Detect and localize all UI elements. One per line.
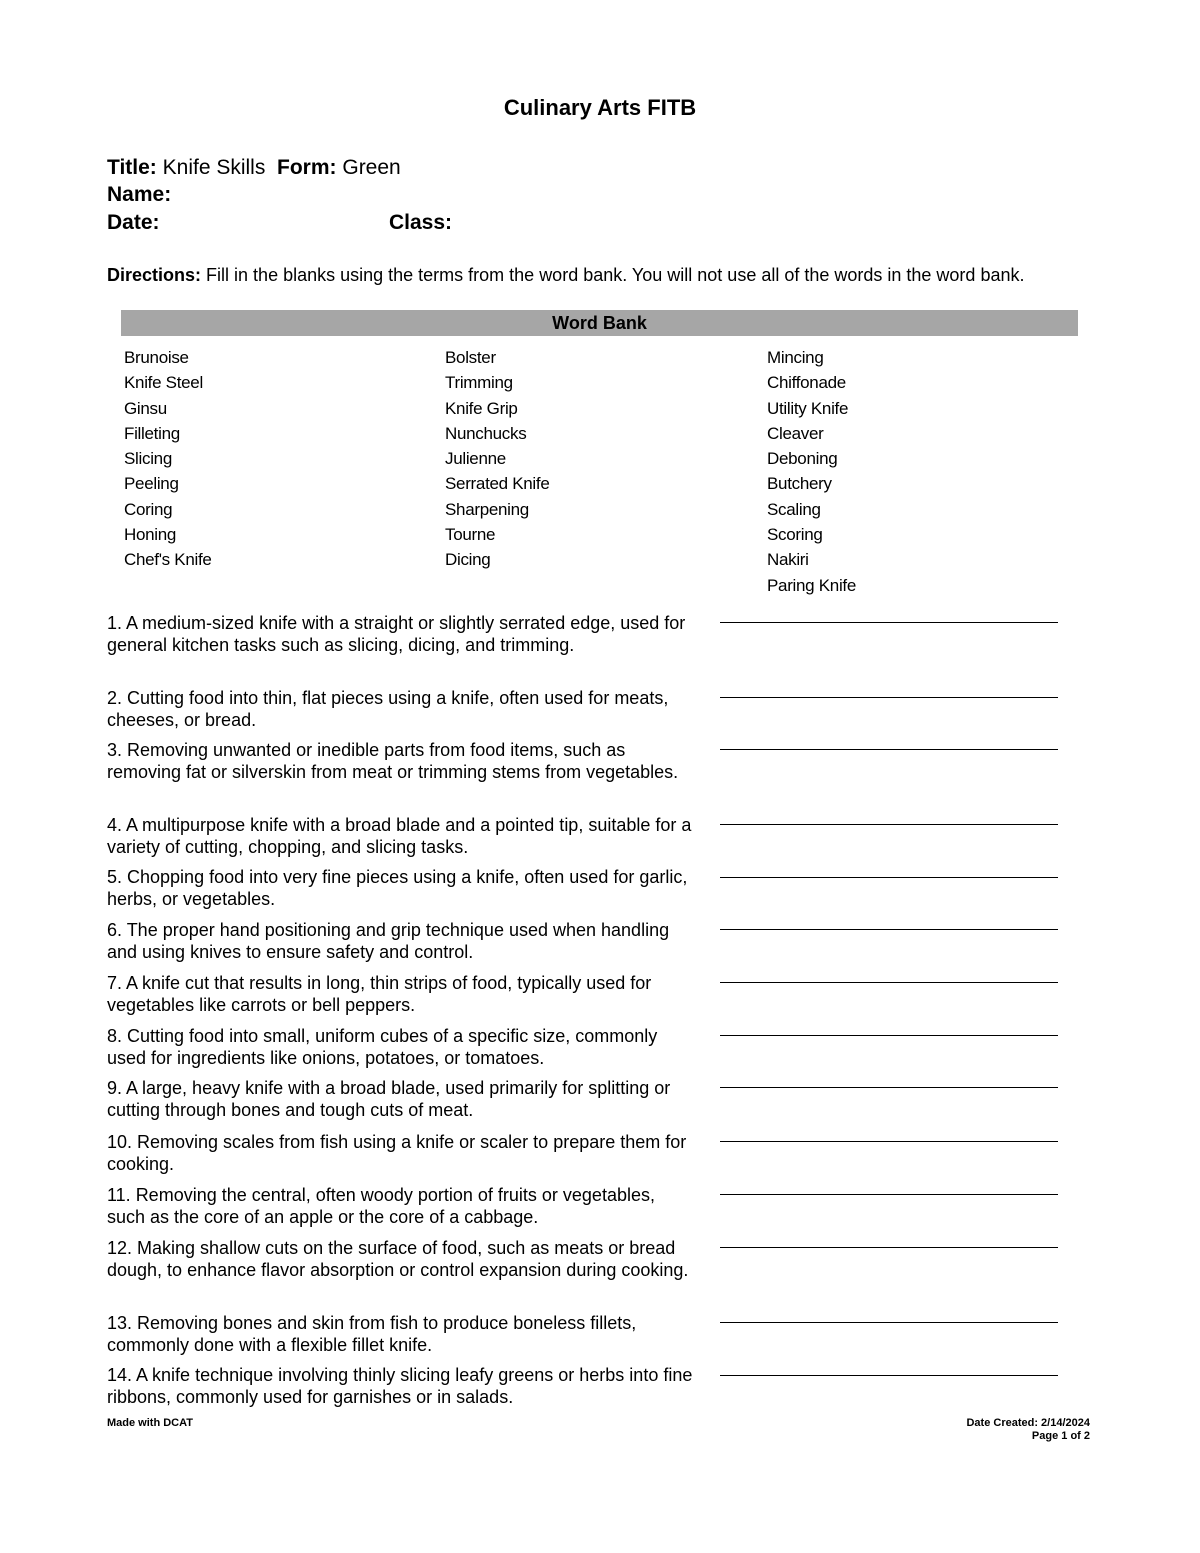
word-bank-column-1 (124, 345, 212, 573)
answer-blank-13[interactable] (720, 1322, 1058, 1323)
word-bank-item: Paring Knife (767, 575, 857, 595)
answer-blank-12[interactable] (720, 1247, 1058, 1248)
word-bank-item: Tourne (445, 525, 496, 545)
answer-blank-7[interactable] (720, 982, 1058, 983)
question-1: 1. A medium-sized knife with a straight or slightly serrated edge, used for general kitchen tasks such as slicing, dicing, and trimming. (107, 613, 686, 655)
question-5: 5. Chopping food into very fine pieces using a knife, often used for garlic, herbs, or vegetables. (107, 867, 688, 909)
page-number: Page 1 of 2 (1031, 1430, 1090, 1442)
question-2: 2. Cutting food into thin, flat pieces using a knife, often used for meats, cheeses, or bread. (107, 688, 669, 730)
answer-blank-10[interactable] (720, 1141, 1058, 1142)
word-bank-item: Scoring (767, 525, 823, 545)
directions-text: Fill in the blanks using the terms from the word bank. You will not use all of the words in the word bank. (206, 265, 1025, 285)
word-bank-column-3 (767, 345, 856, 598)
title-value: Knife Skills (162, 156, 266, 179)
word-bank-item: Coring (124, 499, 173, 519)
answer-blank-14[interactable] (720, 1375, 1058, 1376)
word-bank-item: Nunchucks (445, 423, 527, 443)
answer-blank-6[interactable] (720, 929, 1058, 930)
question-13: 13. Removing bones and skin from fish to produce boneless fillets, commonly done with a flexible fillet knife. (107, 1313, 637, 1355)
footer-meta (966, 1417, 1090, 1443)
date-label: Date: (107, 211, 160, 234)
directions (107, 265, 1082, 286)
answer-blank-5[interactable] (720, 877, 1058, 878)
class-line (389, 209, 452, 236)
class-label: Class: (389, 211, 453, 234)
answer-blank-2[interactable] (720, 697, 1058, 698)
answer-blank-4[interactable] (720, 824, 1058, 825)
word-bank-item: Dicing (445, 550, 491, 570)
question-11: 11. Removing the central, often woody portion of fruits or vegetables, such as the core of an apple or the core of a cabbage. (107, 1185, 655, 1227)
answer-blank-1[interactable] (720, 622, 1058, 623)
word-bank-item: Julienne (445, 449, 506, 469)
question-14: 14. A knife technique involving thinly slicing leafy greens or herbs into fine ribbons, commonly used for garnishes or in salads. (107, 1365, 693, 1407)
word-bank-item: Slicing (124, 449, 172, 469)
word-bank-column-2 (445, 345, 549, 573)
word-bank-item: Nakiri (767, 550, 809, 570)
question-9: 9. A large, heavy knife with a broad blade, used primarily for splitting or cutting through bones and tough cuts of meat. (107, 1078, 671, 1120)
word-bank-item: Knife Steel (124, 373, 203, 393)
question-12: 12. Making shallow cuts on the surface of food, such as meats or bread dough, to enhance flavor absorption or control expansion during cooking. (107, 1238, 689, 1280)
title-label: Title: (107, 156, 157, 179)
word-bank-item: Peeling (124, 474, 179, 494)
answer-blank-11[interactable] (720, 1194, 1058, 1195)
name-label: Name: (107, 183, 172, 206)
question-8: 8. Cutting food into small, uniform cubes of a specific size, commonly used for ingredients like onions, potatoes, or tomatoes. (107, 1026, 658, 1068)
word-bank-item: Cleaver (767, 423, 824, 443)
title-line (107, 154, 401, 181)
made-with-footer: Made with DCAT (107, 1417, 193, 1429)
word-bank-item: Chef's Knife (124, 550, 212, 570)
directions-label: Directions: (107, 265, 202, 285)
word-bank-item: Brunoise (124, 348, 189, 367)
word-bank-header: Word Bank (121, 310, 1078, 336)
word-bank-item: Filleting (124, 423, 180, 443)
word-bank-item: Mincing (767, 348, 824, 367)
word-bank-item: Chiffonade (767, 373, 846, 393)
question-10: 10. Removing scales from fish using a knife or scaler to prepare them for cooking. (107, 1132, 687, 1174)
word-bank-item: Scaling (767, 499, 821, 519)
question-7: 7. A knife cut that results in long, thin strips of food, typically used for vegetables like carrots or bell peppers. (107, 973, 652, 1015)
word-bank-item: Butchery (767, 474, 832, 494)
word-bank-item: Honing (124, 525, 177, 545)
word-bank-item: Ginsu (124, 398, 167, 418)
word-bank-item: Knife Grip (445, 398, 518, 418)
question-3: 3. Removing unwanted or inedible parts from food items, such as removing fat or silverskin from meat or trimming stems from vegetables. (107, 740, 679, 782)
answer-blank-9[interactable] (720, 1087, 1058, 1088)
form-value: Green (342, 156, 401, 179)
date-created: Date Created: 2/14/2024 (966, 1417, 1090, 1429)
word-bank-item: Sharpening (445, 499, 529, 519)
date-line (107, 209, 160, 236)
question-6: 6. The proper hand positioning and grip technique used when handling and using knives to ensure safety and control. (107, 920, 670, 962)
word-bank-item: Bolster (445, 348, 496, 367)
answer-blank-8[interactable] (720, 1035, 1058, 1036)
word-bank-item: Deboning (767, 449, 838, 469)
word-bank-item: Serrated Knife (445, 474, 550, 494)
document-title: Culinary Arts FITB (503, 95, 697, 120)
form-label: Form: (277, 156, 337, 179)
answer-blank-3[interactable] (720, 749, 1058, 750)
question-4: 4. A multipurpose knife with a broad blade and a pointed tip, suitable for a variety of cutting, chopping, and slicing tasks. (107, 815, 692, 857)
name-line (107, 181, 171, 208)
word-bank-item: Trimming (445, 373, 513, 393)
word-bank-item: Utility Knife (767, 398, 849, 418)
